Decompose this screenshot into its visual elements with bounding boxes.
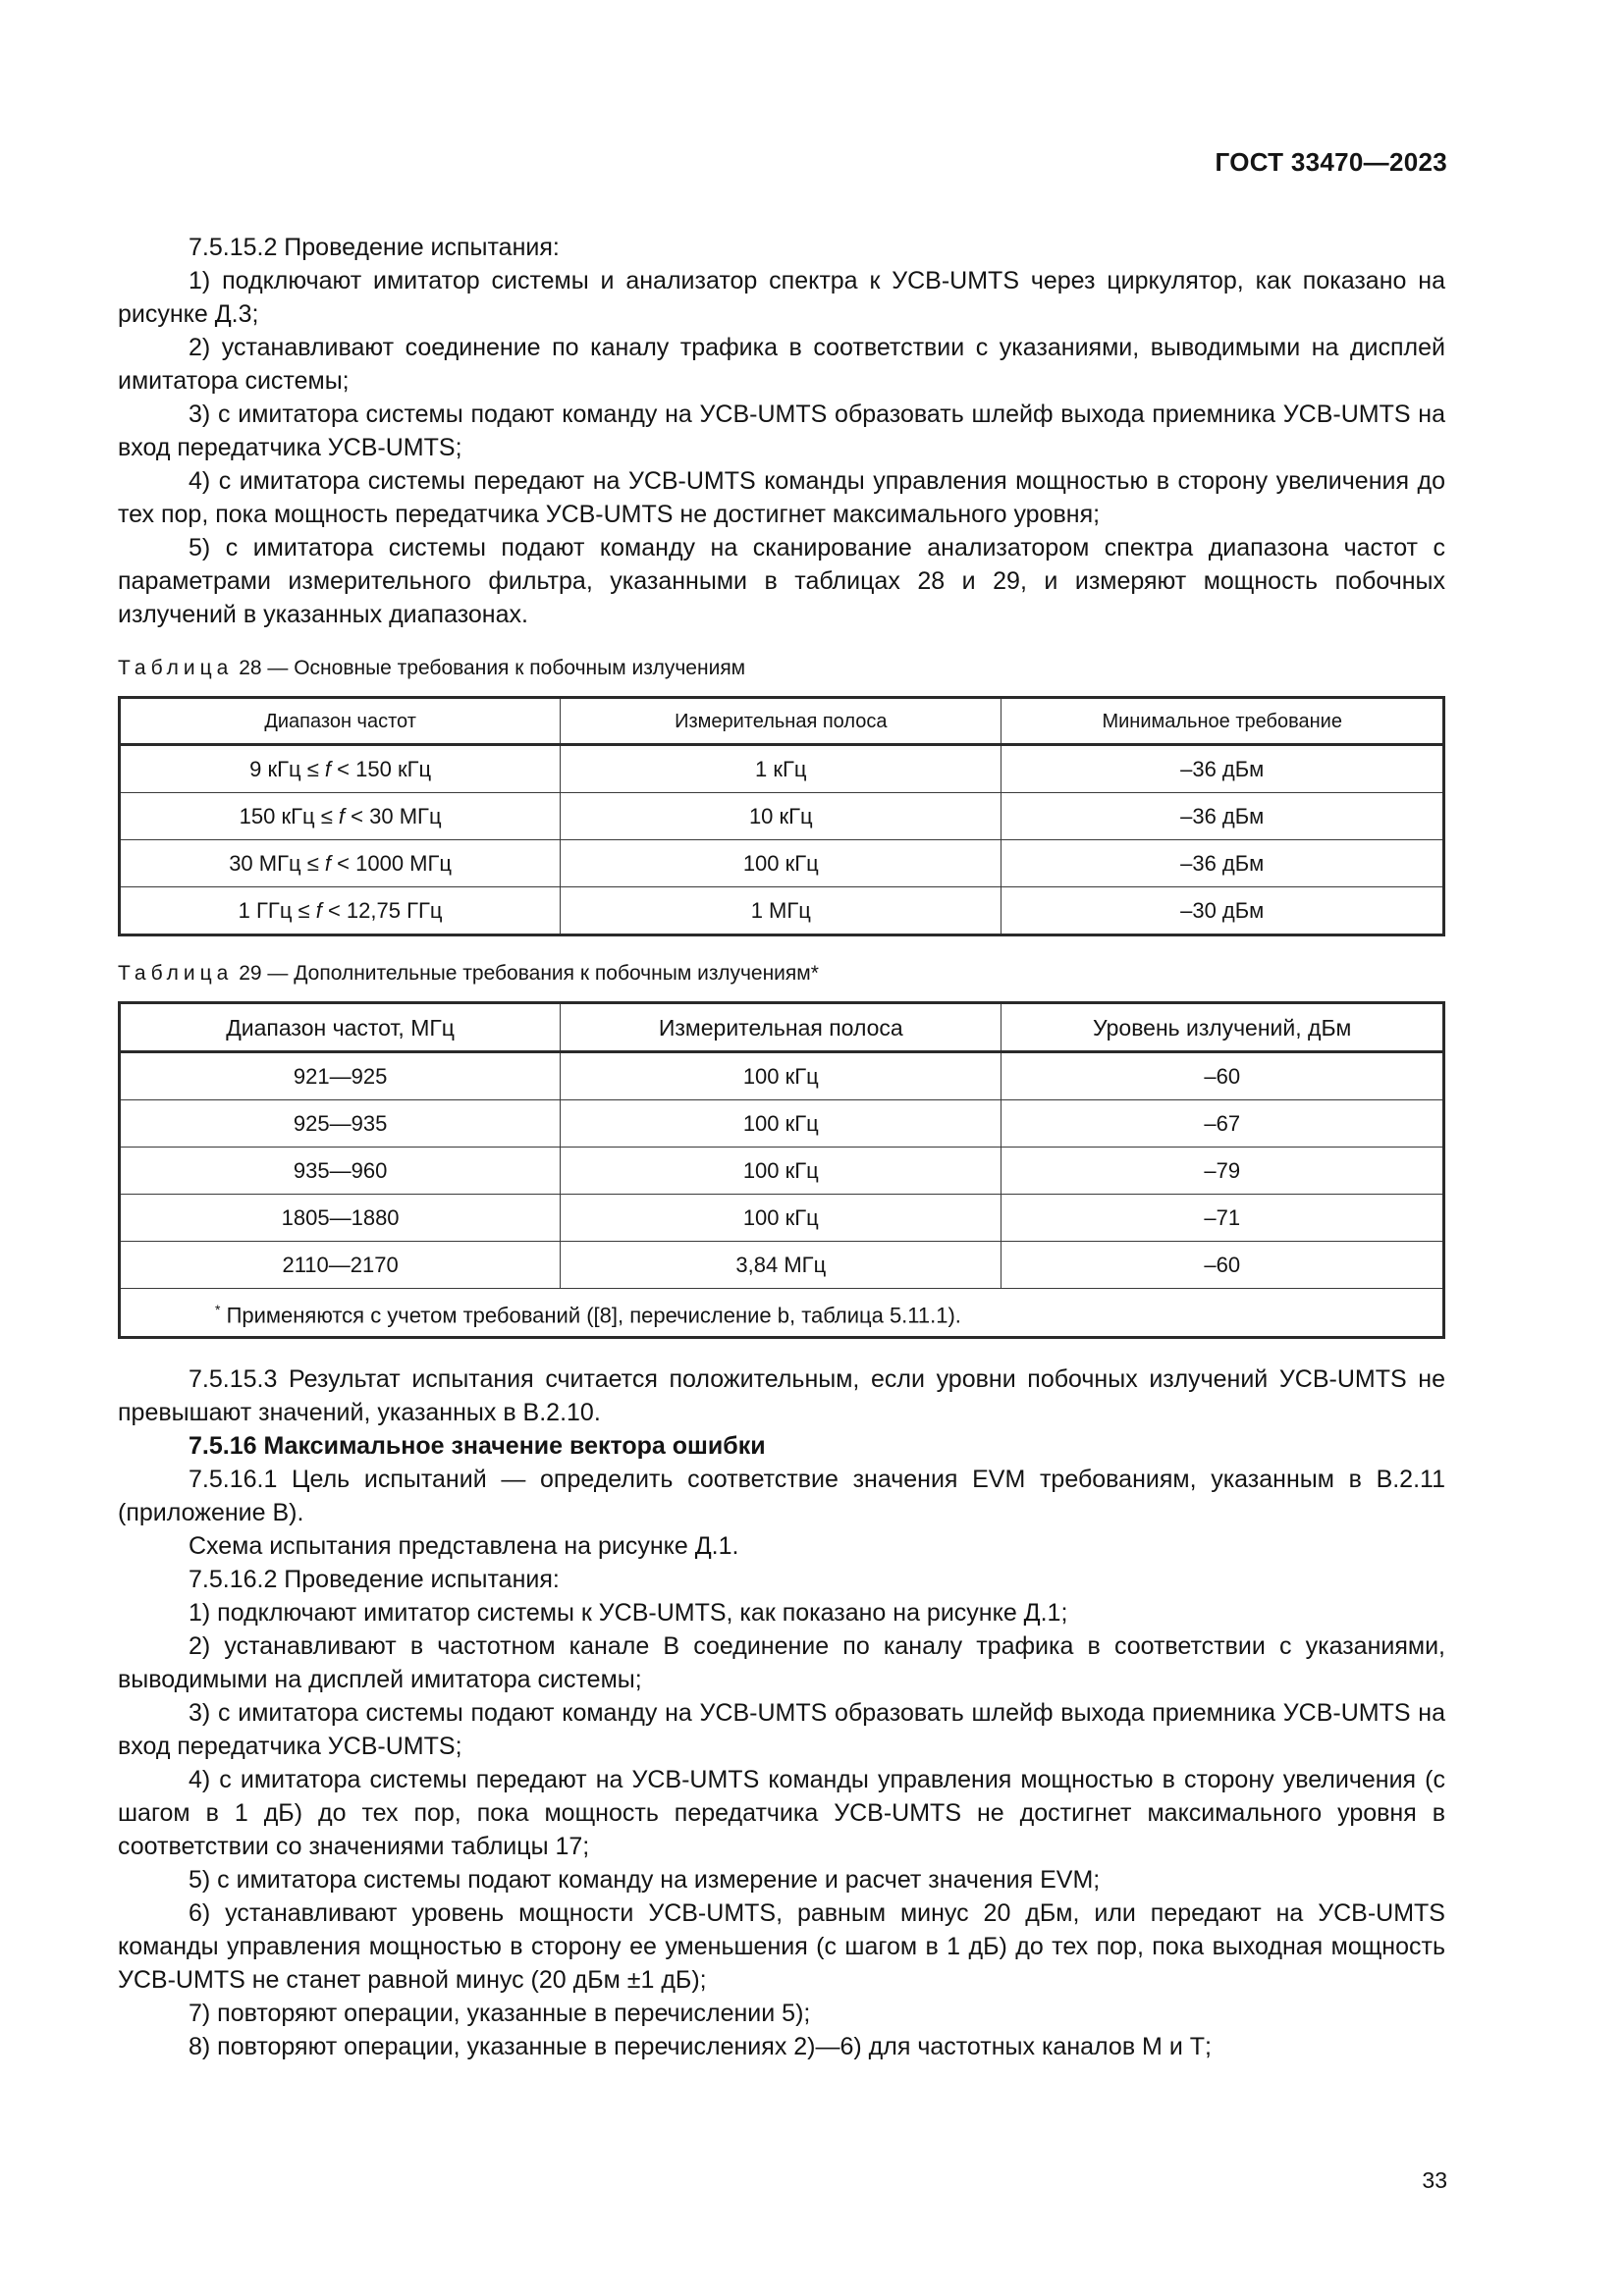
frequency-symbol: f xyxy=(324,756,332,781)
page-content xyxy=(118,231,1445,2063)
range-upper: < 150 кГц xyxy=(331,756,432,781)
frequency-range-cell xyxy=(120,840,561,887)
emission-level-cell: –60 xyxy=(1001,1242,1444,1289)
column-header-emission-level: Уровень излучений, дБм xyxy=(1001,1003,1444,1052)
paragraph: 2) устанавливают соединение по каналу трафика в соответствии с указаниями, выводимыми на дисплей имитатора системы; xyxy=(118,334,1445,395)
paragraph: 4) с имитатора системы передают на УСВ-UMTS команды управления мощностью в сторону увеличения до тех пор, пока мощность передатчика УСВ-UMTS не достигнет максимального уровня; xyxy=(118,467,1445,528)
minimum-requirement-cell: –36 дБм xyxy=(1001,840,1444,887)
column-header-frequency-range-mhz: Диапазон частот, МГц xyxy=(120,1003,561,1052)
range-lower: 30 МГц ≤ xyxy=(229,850,325,876)
table-28-caption-title: 28 — Основные требования к побочным излучениям xyxy=(239,657,746,679)
table-row xyxy=(120,1195,1444,1242)
emission-level-cell: –67 xyxy=(1001,1100,1444,1148)
paragraph: 7.5.15.3 Результат испытания считается положительным, если уровни побочных излучений УСВ-UMTS не превышают значений, указанных в В.2.10. xyxy=(118,1365,1445,1426)
column-header-frequency-range: Диапазон частот xyxy=(120,698,561,745)
paragraph: 5) с имитатора системы подают команду на сканирование анализатором спектра диапазона частот с параметрами измерительного фильтра, указанными в таблицах 28 и 29, и измеряют мощность побочных излучений в указанных диапазонах. xyxy=(118,534,1445,628)
paragraph: 2) устанавливают в частотном канале В соединение по каналу трафика в соответствии с указаниями, выводимыми на дисплей имитатора системы; xyxy=(118,1632,1445,1693)
table-note-row xyxy=(120,1289,1444,1338)
table-row xyxy=(120,1148,1444,1195)
table-28-caption-word: Таблица xyxy=(118,657,234,679)
measurement-band-cell: 10 кГц xyxy=(561,793,1001,840)
table-row xyxy=(120,1100,1444,1148)
paragraph: 7.5.16.1 Цель испытаний — определить соответствие значения EVM требованиям, указанным в В.2.11 (приложение В). xyxy=(118,1466,1445,1526)
table-29-body xyxy=(120,1052,1444,1289)
column-header-minimum-requirement: Минимальное требование xyxy=(1001,698,1444,745)
range-lower: 150 кГц ≤ xyxy=(239,803,339,828)
procedure-block-2 xyxy=(118,1362,1445,2063)
paragraph: Схема испытания представлена на рисунке Д.1. xyxy=(189,1532,739,1560)
table-29-caption-title: 29 — Дополнительные требования к побочным излучениям* xyxy=(239,962,819,985)
range-upper: < 1000 МГц xyxy=(331,850,453,876)
emission-level-cell: –71 xyxy=(1001,1195,1444,1242)
measurement-band-cell: 1 МГц xyxy=(561,887,1001,935)
paragraph: 6) устанавливают уровень мощности УСВ-UMTS, равным минус 20 дБм, или передают на УСВ-UMTS команды управления мощностью в сторону ее уменьшения (с шагом в 1 дБ) до тех пор, пока выходная мощность УСВ-UMTS не станет равной минус (20 дБм ±1 дБ); xyxy=(118,1899,1445,1994)
range-lower: 1 ГГц ≤ xyxy=(238,897,316,923)
emission-level-cell: –79 xyxy=(1001,1148,1444,1195)
frequency-range-cell: 935—960 xyxy=(120,1148,561,1195)
paragraph: 7.5.15.2 Проведение испытания: xyxy=(189,234,560,261)
paragraph: 1) подключают имитатор системы к УСВ-UMTS, как показано на рисунке Д.1; xyxy=(189,1599,1068,1627)
table-28-body xyxy=(120,745,1444,935)
measurement-band-cell: 100 кГц xyxy=(561,1100,1001,1148)
paragraph: 3) с имитатора системы подают команду на УСВ-UMTS образовать шлейф выхода приемника УСВ-UMTS на вход передатчика УСВ-UMTS; xyxy=(118,1699,1445,1760)
frequency-range-cell: 1805—1880 xyxy=(120,1195,561,1242)
frequency-symbol: f xyxy=(338,803,346,828)
paragraph: 7) повторяют операции, указанные в перечислении 5); xyxy=(189,2000,811,2027)
table-header-row xyxy=(120,1003,1444,1052)
table-row xyxy=(120,1242,1444,1289)
table-header-row xyxy=(120,698,1444,745)
minimum-requirement-cell: –36 дБм xyxy=(1001,793,1444,840)
emission-level-cell: –60 xyxy=(1001,1052,1444,1100)
measurement-band-cell: 3,84 МГц xyxy=(561,1242,1001,1289)
table-29-caption-word: Таблица xyxy=(118,962,234,985)
column-header-measurement-band: Измерительная полоса xyxy=(561,1003,1001,1052)
frequency-range-cell xyxy=(120,745,561,793)
frequency-range-cell: 925—935 xyxy=(120,1100,561,1148)
table-row xyxy=(120,1052,1444,1100)
paragraph: 5) с имитатора системы подают команду на измерение и расчет значения EVM; xyxy=(189,1866,1101,1894)
table-29 xyxy=(118,1001,1445,1339)
frequency-range-cell: 2110—2170 xyxy=(120,1242,561,1289)
document-standard-id: ГОСТ 33470—2023 xyxy=(1215,147,1447,177)
paragraph: 4) с имитатора системы передают на УСВ-UMTS команды управления мощностью в сторону увеличения (с шагом в 1 дБ) до тех пор, пока мощность передатчика УСВ-UMTS не достигнет максимального уровня в соответствии со значениями таблицы 17; xyxy=(118,1766,1445,1860)
table-row xyxy=(120,840,1444,887)
range-upper: < 30 МГц xyxy=(345,803,442,828)
footnote-text: Применяются с учетом требований ([8], перечисление b, таблица 5.11.1). xyxy=(220,1303,961,1328)
footnote-mark: * xyxy=(215,1301,221,1317)
frequency-symbol: f xyxy=(315,897,322,923)
paragraph: 8) повторяют операции, указанные в перечислениях 2)—6) для частотных каналов М и Т; xyxy=(189,2033,1212,2060)
measurement-band-cell: 100 кГц xyxy=(561,840,1001,887)
table-29-caption xyxy=(118,960,1445,988)
minimum-requirement-cell: –36 дБм xyxy=(1001,745,1444,793)
measurement-band-cell: 100 кГц xyxy=(561,1195,1001,1242)
measurement-band-cell: 100 кГц xyxy=(561,1052,1001,1100)
range-upper: < 12,75 ГГц xyxy=(321,897,443,923)
frequency-range-cell xyxy=(120,887,561,935)
table-row xyxy=(120,793,1444,840)
paragraph: 1) подключают имитатор системы и анализатор спектра к УСВ-UMTS через циркулятор, как показано на рисунке Д.3; xyxy=(118,267,1445,328)
range-lower: 9 кГц ≤ xyxy=(249,756,325,781)
page-number: 33 xyxy=(1422,2167,1447,2193)
section-heading: 7.5.16 Максимальное значение вектора ошибки xyxy=(189,1432,766,1460)
table-row xyxy=(120,887,1444,935)
paragraph: 7.5.16.2 Проведение испытания: xyxy=(189,1566,560,1593)
paragraph: 3) с имитатора системы подают команду на УСВ-UMTS образовать шлейф выхода приемника УСВ-UMTS на вход передатчика УСВ-UMTS; xyxy=(118,400,1445,461)
frequency-range-cell: 921—925 xyxy=(120,1052,561,1100)
table-row xyxy=(120,745,1444,793)
minimum-requirement-cell: –30 дБм xyxy=(1001,887,1444,935)
procedure-block-1 xyxy=(118,231,1445,631)
frequency-range-cell xyxy=(120,793,561,840)
column-header-measurement-band: Измерительная полоса xyxy=(561,698,1001,745)
measurement-band-cell: 100 кГц xyxy=(561,1148,1001,1195)
measurement-band-cell: 1 кГц xyxy=(561,745,1001,793)
frequency-symbol: f xyxy=(324,850,332,876)
table-28 xyxy=(118,696,1445,936)
table-28-caption xyxy=(118,655,1445,682)
table-footnote xyxy=(120,1289,1444,1338)
